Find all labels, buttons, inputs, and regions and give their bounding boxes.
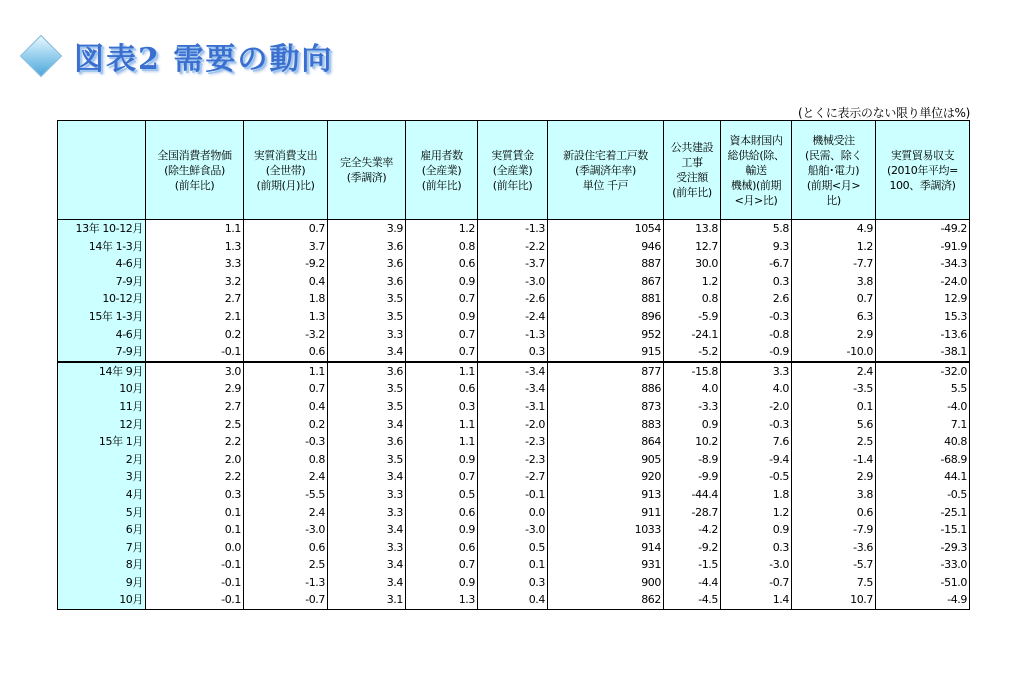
table-cell: -2.2	[478, 238, 548, 256]
table-cell: 2.5	[244, 556, 328, 574]
table-cell: 2.9	[146, 380, 244, 398]
table-cell: 6.3	[792, 308, 876, 326]
table-cell: -3.7	[478, 255, 548, 273]
table-body	[58, 220, 970, 610]
table-cell: 1.1	[244, 362, 328, 381]
table-cell: 3.3	[721, 362, 792, 381]
table-cell: -5.7	[792, 556, 876, 574]
table-cell: -4.4	[664, 574, 721, 592]
table-cell: 0.6	[406, 504, 478, 522]
table-cell: 931	[548, 556, 664, 574]
row-label: 10月	[58, 591, 146, 609]
table-cell: -0.5	[876, 486, 970, 504]
table-cell: 12.9	[876, 290, 970, 308]
table-cell: -2.4	[478, 308, 548, 326]
table-cell: -1.3	[244, 574, 328, 592]
table-row	[58, 556, 970, 574]
table-cell: -24.1	[664, 326, 721, 344]
table-cell: 0.6	[406, 539, 478, 557]
table-cell: 2.4	[792, 362, 876, 381]
table-cell: 0.1	[146, 521, 244, 539]
column-header: 実質貿易収支 (2010年平均= 100、季調済)	[876, 121, 970, 220]
table-cell: 0.5	[406, 486, 478, 504]
table-cell: 2.2	[146, 468, 244, 486]
table-cell: -4.2	[664, 521, 721, 539]
table-row	[58, 574, 970, 592]
table-cell: 915	[548, 343, 664, 362]
table-cell: -9.2	[664, 539, 721, 557]
table-cell: -3.4	[478, 362, 548, 381]
table-cell: 911	[548, 504, 664, 522]
row-label: 4-6月	[58, 326, 146, 344]
table-cell: 3.3	[328, 486, 406, 504]
table-cell: -4.9	[876, 591, 970, 609]
table-cell: 5.8	[721, 220, 792, 238]
table-cell: 1054	[548, 220, 664, 238]
table-cell: 1.1	[406, 362, 478, 381]
table-cell: 0.6	[406, 255, 478, 273]
table-cell: 913	[548, 486, 664, 504]
row-label: 6月	[58, 521, 146, 539]
row-label: 15年 1-3月	[58, 308, 146, 326]
row-label: 9月	[58, 574, 146, 592]
row-label: 7-9月	[58, 343, 146, 362]
table-cell: -0.3	[244, 433, 328, 451]
table-cell: 0.6	[406, 380, 478, 398]
table-cell: 3.4	[328, 416, 406, 434]
table-cell: 3.5	[328, 451, 406, 469]
table-cell: -0.1	[146, 574, 244, 592]
table-cell: 2.4	[244, 504, 328, 522]
row-label: 14年 9月	[58, 362, 146, 381]
table-row	[58, 591, 970, 609]
row-label: 8月	[58, 556, 146, 574]
table-cell: -10.0	[792, 343, 876, 362]
row-label: 3月	[58, 468, 146, 486]
table-cell: 0.8	[406, 238, 478, 256]
table-cell: 0.9	[406, 521, 478, 539]
row-label: 4月	[58, 486, 146, 504]
table-cell: 887	[548, 255, 664, 273]
table-cell: 3.5	[328, 290, 406, 308]
column-header: 実質賃金 (全産業) (前年比)	[478, 121, 548, 220]
table-cell: 44.1	[876, 468, 970, 486]
table-cell: 3.3	[328, 326, 406, 344]
table-cell: -3.4	[478, 380, 548, 398]
table-cell: 873	[548, 398, 664, 416]
table-cell: 1033	[548, 521, 664, 539]
diamond-icon	[20, 35, 62, 77]
row-label: 11月	[58, 398, 146, 416]
title-area	[18, 36, 333, 76]
table-cell: -49.2	[876, 220, 970, 238]
table-cell: 3.5	[328, 380, 406, 398]
table-cell: 7.6	[721, 433, 792, 451]
table-cell: 0.7	[406, 556, 478, 574]
table-cell: -4.5	[664, 591, 721, 609]
table-cell: 0.1	[146, 504, 244, 522]
table-cell: 0.7	[406, 343, 478, 362]
table-cell: -2.0	[478, 416, 548, 434]
table-cell: 3.0	[146, 362, 244, 381]
table-cell: 0.6	[792, 504, 876, 522]
table-cell: 0.7	[406, 468, 478, 486]
table-cell: -0.7	[721, 574, 792, 592]
table-cell: 1.1	[406, 433, 478, 451]
table-cell: -8.9	[664, 451, 721, 469]
page-title: 図表2 需要の動向	[74, 42, 334, 77]
table-row	[58, 220, 970, 238]
table-cell: 1.8	[721, 486, 792, 504]
column-header: 機械受注 (民需、除く 船舶･電力) (前期<月> 比)	[792, 121, 876, 220]
table-cell: -0.1	[146, 591, 244, 609]
table-cell: 3.5	[328, 308, 406, 326]
table-row	[58, 486, 970, 504]
row-label: 5月	[58, 504, 146, 522]
table-cell: 867	[548, 273, 664, 291]
table-cell: 2.7	[146, 290, 244, 308]
table-cell: -3.5	[792, 380, 876, 398]
table-cell: -1.3	[478, 220, 548, 238]
column-header: 新設住宅着工戸数 (季調済年率) 単位 千戸	[548, 121, 664, 220]
table-cell: 1.2	[406, 220, 478, 238]
table-row	[58, 273, 970, 291]
table-cell: 3.6	[328, 255, 406, 273]
table-cell: -3.0	[478, 521, 548, 539]
table-cell: -1.5	[664, 556, 721, 574]
table-cell: 5.6	[792, 416, 876, 434]
table-row	[58, 451, 970, 469]
table-cell: 0.8	[244, 451, 328, 469]
row-label: 12月	[58, 416, 146, 434]
table-cell: 0.4	[244, 398, 328, 416]
table-cell: -0.5	[721, 468, 792, 486]
table-cell: 3.5	[328, 398, 406, 416]
table-cell: -44.4	[664, 486, 721, 504]
row-label: 10月	[58, 380, 146, 398]
table-cell: 0.3	[721, 539, 792, 557]
table-cell: 3.8	[792, 273, 876, 291]
table-cell: 1.3	[406, 591, 478, 609]
table-cell: -2.0	[721, 398, 792, 416]
table-cell: 4.0	[721, 380, 792, 398]
table-cell: 0.8	[664, 290, 721, 308]
table-cell: 3.6	[328, 273, 406, 291]
table-cell: 3.3	[146, 255, 244, 273]
table-cell: 0.9	[406, 574, 478, 592]
table-cell: 0.3	[406, 398, 478, 416]
table-row	[58, 380, 970, 398]
table-cell: -3.0	[721, 556, 792, 574]
table-cell: -3.0	[478, 273, 548, 291]
table-cell: 914	[548, 539, 664, 557]
table-row	[58, 416, 970, 434]
table-cell: 7.1	[876, 416, 970, 434]
table-cell: -7.7	[792, 255, 876, 273]
table-cell: -3.2	[244, 326, 328, 344]
table-cell: -28.7	[664, 504, 721, 522]
table-row	[58, 255, 970, 273]
row-label: 10-12月	[58, 290, 146, 308]
table-cell: 1.3	[146, 238, 244, 256]
table-cell: -29.3	[876, 539, 970, 557]
table-cell: 0.9	[664, 416, 721, 434]
table-cell: -1.3	[478, 326, 548, 344]
table-row	[58, 238, 970, 256]
table-cell: 13.8	[664, 220, 721, 238]
table-cell: 0.1	[792, 398, 876, 416]
table-row	[58, 539, 970, 557]
table-cell: -32.0	[876, 362, 970, 381]
table-cell: 0.9	[406, 273, 478, 291]
row-label: 15年 1月	[58, 433, 146, 451]
table-cell: 2.2	[146, 433, 244, 451]
column-header: 雇用者数 (全産業) (前年比)	[406, 121, 478, 220]
table-cell: -15.8	[664, 362, 721, 381]
table-cell: -2.6	[478, 290, 548, 308]
table-cell: -51.0	[876, 574, 970, 592]
table-cell: -68.9	[876, 451, 970, 469]
table-cell: -15.1	[876, 521, 970, 539]
table-cell: 3.4	[328, 521, 406, 539]
table-cell: -9.4	[721, 451, 792, 469]
table-cell: 0.9	[406, 451, 478, 469]
table-cell: 864	[548, 433, 664, 451]
table-cell: 7.5	[792, 574, 876, 592]
table-cell: 0.9	[721, 521, 792, 539]
table-header-row	[58, 121, 970, 220]
demand-trends-table	[57, 120, 970, 610]
table-cell: 2.4	[244, 468, 328, 486]
table-cell: 3.4	[328, 468, 406, 486]
table-cell: 5.5	[876, 380, 970, 398]
table-cell: 1.1	[406, 416, 478, 434]
table-cell: 0.2	[146, 326, 244, 344]
table-cell: 0.3	[478, 343, 548, 362]
table-cell: 0.1	[478, 556, 548, 574]
table-cell: 3.6	[328, 433, 406, 451]
table-cell: -38.1	[876, 343, 970, 362]
table-cell: -0.1	[478, 486, 548, 504]
table-cell: 0.7	[244, 220, 328, 238]
table-cell: 3.4	[328, 574, 406, 592]
table-row	[58, 521, 970, 539]
table-cell: 946	[548, 238, 664, 256]
table-cell: 4.0	[664, 380, 721, 398]
unit-note: (とくに表示のない限り単位は%)	[798, 106, 970, 120]
table-cell: 0.4	[244, 273, 328, 291]
table-cell: 1.3	[244, 308, 328, 326]
table-cell: 2.5	[146, 416, 244, 434]
table-cell: -9.2	[244, 255, 328, 273]
table-cell: 3.6	[328, 238, 406, 256]
table-cell: 2.6	[721, 290, 792, 308]
table-cell: -7.9	[792, 521, 876, 539]
table-cell: -3.1	[478, 398, 548, 416]
table-cell: 3.7	[244, 238, 328, 256]
table-cell: 920	[548, 468, 664, 486]
table-cell: 1.2	[792, 238, 876, 256]
table-cell: -4.0	[876, 398, 970, 416]
table-cell: 2.9	[792, 326, 876, 344]
table-cell: -24.0	[876, 273, 970, 291]
table-cell: 0.4	[478, 591, 548, 609]
table-cell: 3.9	[328, 220, 406, 238]
table-cell: 877	[548, 362, 664, 381]
table-cell: 3.1	[328, 591, 406, 609]
table-cell: -0.7	[244, 591, 328, 609]
column-header: 完全失業率 (季調済)	[328, 121, 406, 220]
table-cell: 883	[548, 416, 664, 434]
row-label: 4-6月	[58, 255, 146, 273]
table-cell: -3.3	[664, 398, 721, 416]
table-cell: 10.2	[664, 433, 721, 451]
table-cell: 0.7	[792, 290, 876, 308]
table-cell: -6.7	[721, 255, 792, 273]
table-cell: 4.9	[792, 220, 876, 238]
column-header	[58, 121, 146, 220]
table-cell: 886	[548, 380, 664, 398]
table-cell: 1.1	[146, 220, 244, 238]
table-cell: -0.1	[146, 343, 244, 362]
table-cell: -91.9	[876, 238, 970, 256]
table-row	[58, 468, 970, 486]
column-header: 資本財国内 総供給(除、 輸送 機械)(前期 <月>比)	[721, 121, 792, 220]
table-cell: 0.0	[478, 504, 548, 522]
table-cell: 900	[548, 574, 664, 592]
table-cell: 2.0	[146, 451, 244, 469]
table-row	[58, 362, 970, 381]
column-header: 公共建設 工事 受注額 (前年比)	[664, 121, 721, 220]
table-cell: -2.7	[478, 468, 548, 486]
table-cell: 1.2	[664, 273, 721, 291]
table-cell: -9.9	[664, 468, 721, 486]
column-header: 全国消費者物価 (除生鮮食品) (前年比)	[146, 121, 244, 220]
table-cell: -5.9	[664, 308, 721, 326]
table-cell: 0.0	[146, 539, 244, 557]
table-cell: 0.7	[244, 380, 328, 398]
column-header: 実質消費支出 (全世帯) (前期(月)比)	[244, 121, 328, 220]
table-cell: 862	[548, 591, 664, 609]
table-cell: 0.6	[244, 343, 328, 362]
table-cell: -2.3	[478, 451, 548, 469]
table-cell: 3.4	[328, 343, 406, 362]
table-cell: 3.2	[146, 273, 244, 291]
table-cell: 15.3	[876, 308, 970, 326]
table-cell: 0.3	[721, 273, 792, 291]
row-label: 14年 1-3月	[58, 238, 146, 256]
table-cell: 3.3	[328, 504, 406, 522]
table-cell: 2.1	[146, 308, 244, 326]
table-cell: 0.3	[146, 486, 244, 504]
table-cell: -0.9	[721, 343, 792, 362]
table-cell: 0.7	[406, 290, 478, 308]
table-cell: -13.6	[876, 326, 970, 344]
table-cell: -25.1	[876, 504, 970, 522]
table-cell: 2.9	[792, 468, 876, 486]
table-cell: 0.2	[244, 416, 328, 434]
table-row	[58, 504, 970, 522]
table-cell: 2.5	[792, 433, 876, 451]
table-cell: 2.7	[146, 398, 244, 416]
table-cell: 881	[548, 290, 664, 308]
table-cell: -3.6	[792, 539, 876, 557]
table-cell: 0.9	[406, 308, 478, 326]
table-cell: -2.3	[478, 433, 548, 451]
table-cell: 1.8	[244, 290, 328, 308]
table-cell: 1.2	[721, 504, 792, 522]
table-row	[58, 326, 970, 344]
table-cell: 40.8	[876, 433, 970, 451]
table-cell: -0.3	[721, 416, 792, 434]
table-row	[58, 290, 970, 308]
table-cell: -0.8	[721, 326, 792, 344]
table-cell: 905	[548, 451, 664, 469]
table-cell: 30.0	[664, 255, 721, 273]
row-label: 13年 10-12月	[58, 220, 146, 238]
table-cell: 1.4	[721, 591, 792, 609]
table-cell: 896	[548, 308, 664, 326]
table-cell: -5.5	[244, 486, 328, 504]
row-label: 7月	[58, 539, 146, 557]
table-cell: 0.6	[244, 539, 328, 557]
table-cell: 3.3	[328, 539, 406, 557]
table-cell: -0.1	[146, 556, 244, 574]
table-cell: 0.3	[478, 574, 548, 592]
table-cell: -5.2	[664, 343, 721, 362]
table-cell: 9.3	[721, 238, 792, 256]
table-cell: 0.5	[478, 539, 548, 557]
table-cell: 10.7	[792, 591, 876, 609]
table-cell: -33.0	[876, 556, 970, 574]
table-cell: 3.8	[792, 486, 876, 504]
table-row	[58, 343, 970, 362]
table-row	[58, 433, 970, 451]
table-row	[58, 398, 970, 416]
table-cell: 952	[548, 326, 664, 344]
table-row	[58, 308, 970, 326]
table-cell: -1.4	[792, 451, 876, 469]
table-cell: -0.3	[721, 308, 792, 326]
table-cell: 3.6	[328, 362, 406, 381]
row-label: 2月	[58, 451, 146, 469]
table-cell: 3.4	[328, 556, 406, 574]
table-cell: 12.7	[664, 238, 721, 256]
table-cell: 0.7	[406, 326, 478, 344]
table-cell: -3.0	[244, 521, 328, 539]
table-cell: -34.3	[876, 255, 970, 273]
row-label: 7-9月	[58, 273, 146, 291]
